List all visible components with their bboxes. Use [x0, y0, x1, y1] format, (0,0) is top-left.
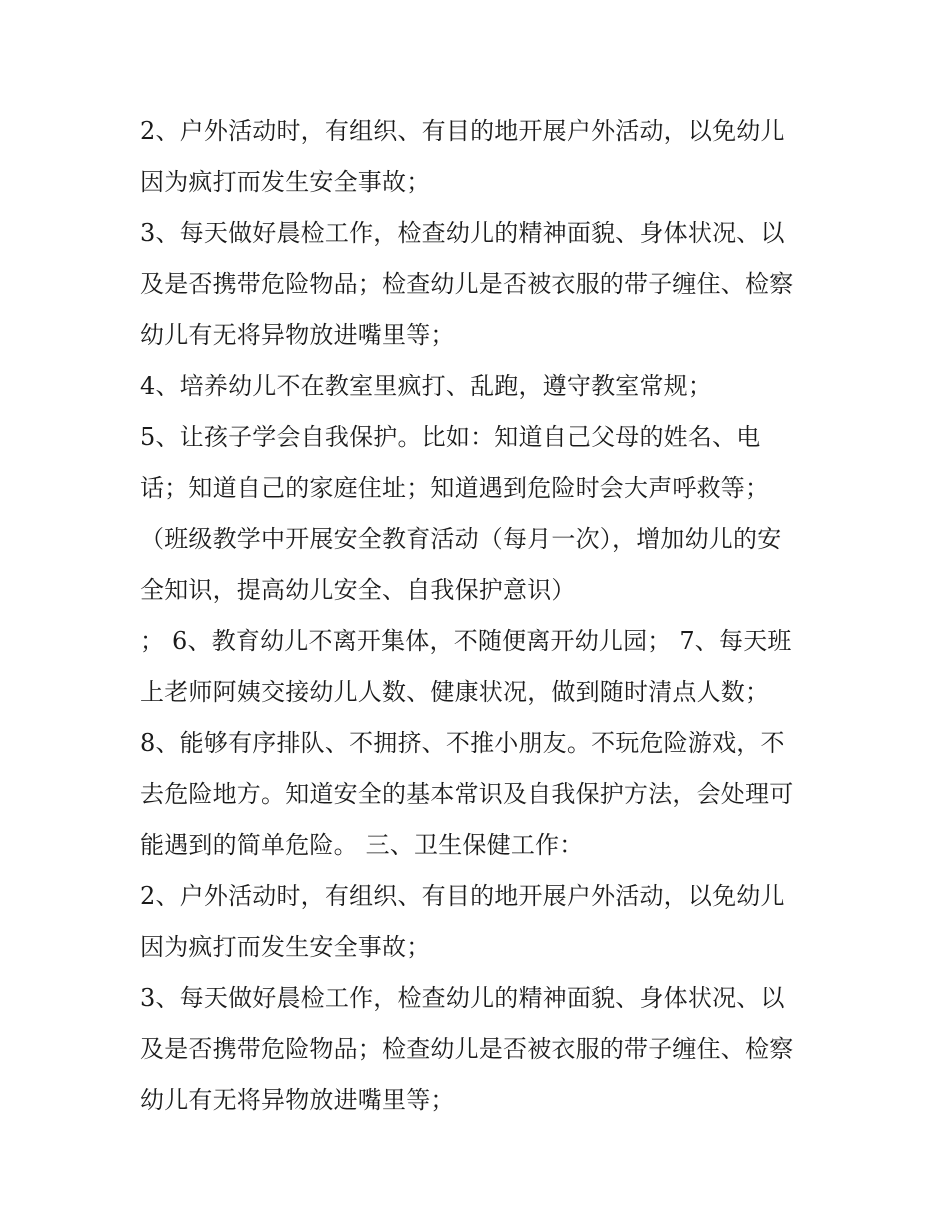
text-line: ； 6、教育幼儿不离开集体，不随便离开幼儿园； 7、每天班: [140, 627, 792, 655]
text-line: 2、户外活动时，有组织、有目的地开展户外活动，以免幼儿: [140, 882, 785, 910]
text-line: 3、每天做好晨检工作，检查幼儿的精神面貌、身体状况、以: [140, 984, 785, 1012]
text-line: 能遇到的简单危险。 三、卫生保健工作：: [140, 831, 584, 859]
text-line: 因为疯打而发生安全事故；: [140, 168, 431, 196]
text-line: 5、让孩子学会自我保护。比如：知道自己父母的姓名、电: [140, 423, 761, 451]
text-line: 及是否携带危险物品；检查幼儿是否被衣服的带子缠住、检察: [140, 270, 794, 298]
text-line: 话；知道自己的家庭住址；知道遇到危险时会大声呼救等；: [140, 474, 770, 502]
text-line: 幼儿有无将异物放进嘴里等；: [140, 321, 455, 349]
text-line: 及是否携带危险物品；检查幼儿是否被衣服的带子缠住、检察: [140, 1035, 794, 1063]
text-line: 去危险地方。知道安全的基本常识及自我保护方法，会处理可: [140, 780, 794, 808]
text-line: 8、能够有序排队、不拥挤、不推小朋友。不玩危险游戏，不: [140, 729, 785, 757]
text-line: 4、培养幼儿不在教室里疯打、乱跑，遵守教室常规；: [140, 372, 713, 400]
text-line: 上老师阿姨交接幼儿人数、健康状况，做到随时清点人数；: [140, 678, 770, 706]
text-line: （班级教学中开展安全教育活动（每月一次），增加幼儿的安: [140, 525, 782, 553]
text-line: 全知识，提高幼儿安全、自我保护意识）: [140, 576, 576, 604]
text-line: 2、户外活动时，有组织、有目的地开展户外活动，以免幼儿: [140, 117, 785, 145]
text-line: 因为疯打而发生安全事故；: [140, 933, 431, 961]
text-line: 幼儿有无将异物放进嘴里等；: [140, 1086, 455, 1114]
text-line: 3、每天做好晨检工作，检查幼儿的精神面貌、身体状况、以: [140, 219, 785, 247]
document-body: [140, 106, 820, 1126]
